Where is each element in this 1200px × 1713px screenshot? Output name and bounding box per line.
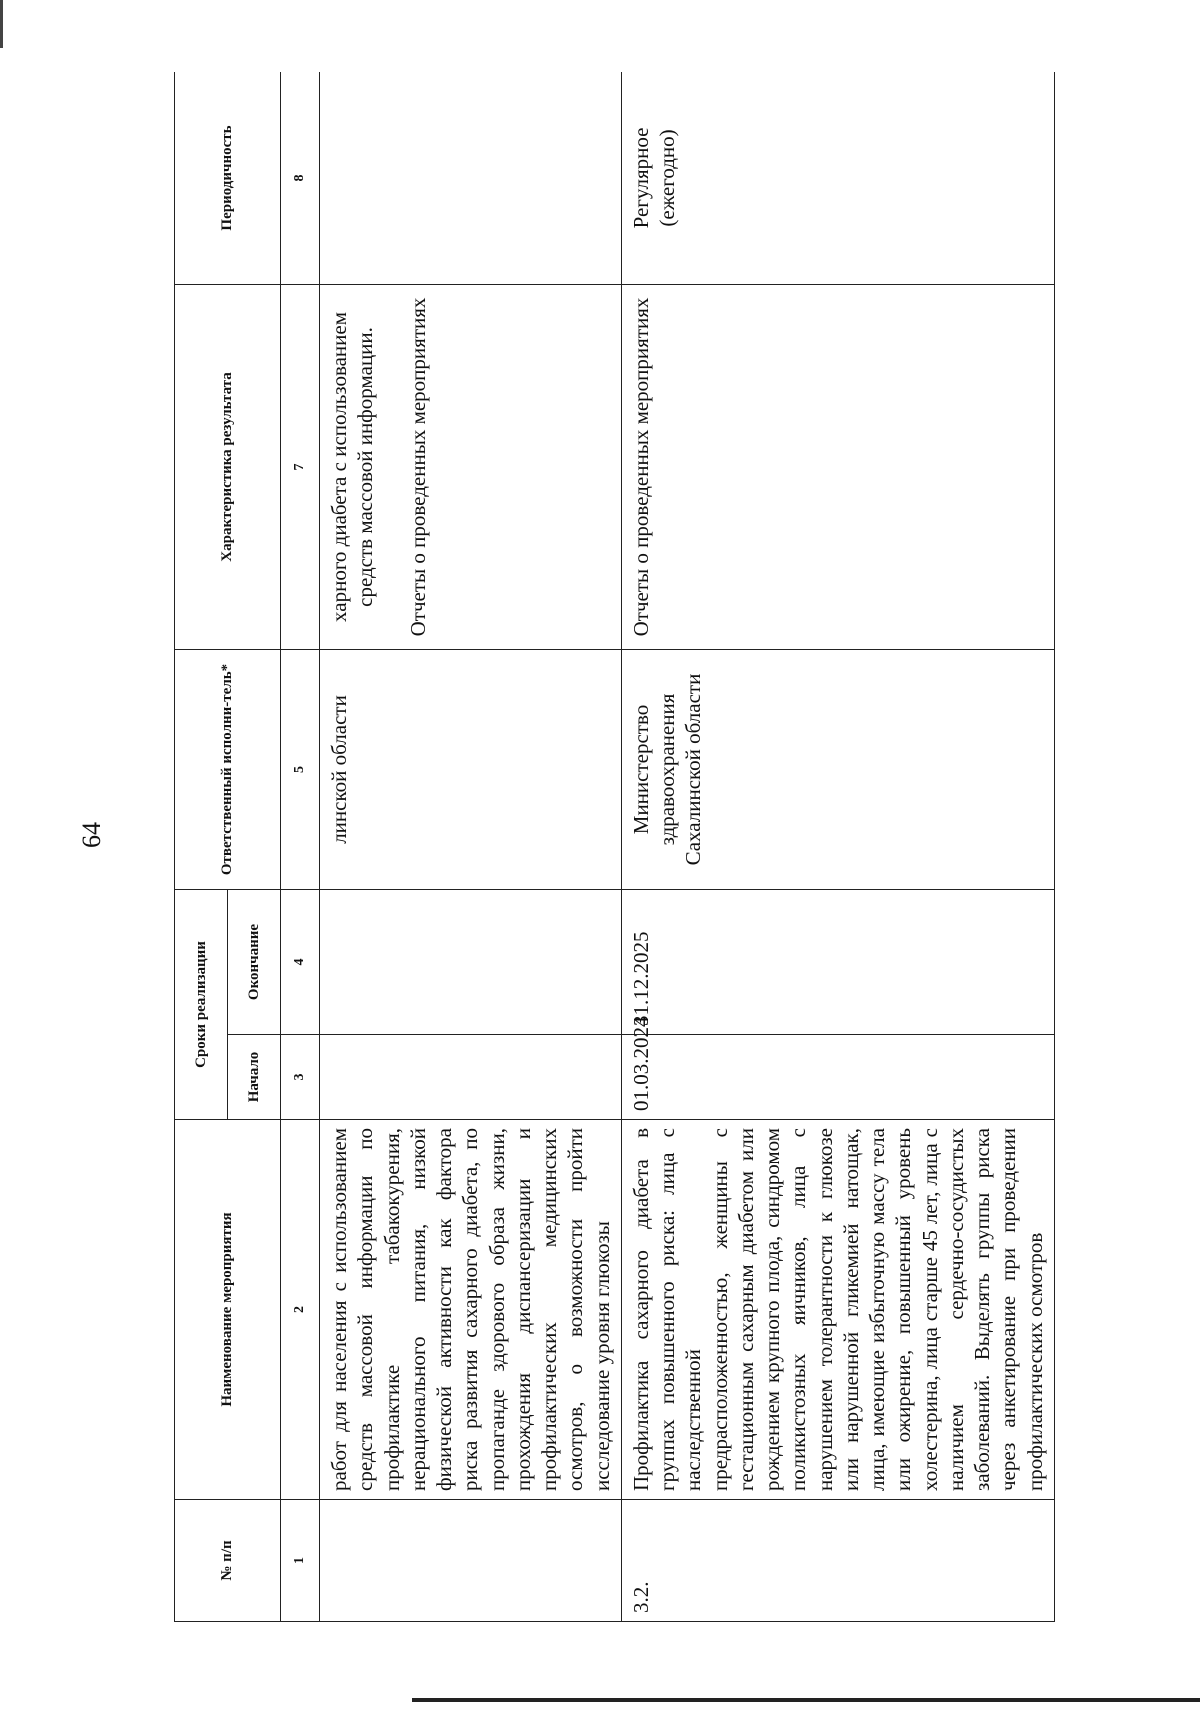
row-result-part-2: Отчеты о проведенных мероприятиях <box>405 297 430 637</box>
column-number: 3 <box>281 1035 320 1120</box>
header-terms: Сроки реализации <box>175 889 228 1119</box>
table-row <box>621 72 1054 1622</box>
row-name: работ для населения с использованием средств массовой информации по профилактике табакокурения, нерационального питания, низкой физической активности как фактора риска развития сахарного диабета, по пропаганде здорового образа жизни, прохождения диспансеризации и профилактических медицинских осмотров, о возможности пройти исследование уровня глюкозы <box>320 1120 622 1500</box>
rotated-table-container <box>174 72 1094 1622</box>
column-number: 1 <box>281 1500 320 1622</box>
header-responsible: Ответственный исполни-тель* <box>175 649 281 889</box>
row-start: 01.03.2024 <box>621 1035 1054 1120</box>
table-row <box>320 72 622 1622</box>
row-num <box>320 1500 622 1622</box>
row-start <box>320 1035 622 1120</box>
row-result <box>621 284 1054 649</box>
header-start: Начало <box>228 1035 281 1120</box>
column-number: 7 <box>281 284 320 649</box>
header-period: Периодичность <box>175 72 281 284</box>
header-row-1 <box>175 72 228 1622</box>
measures-table <box>174 72 1055 1622</box>
column-number: 5 <box>281 649 320 889</box>
row-result <box>320 284 622 649</box>
column-number: 8 <box>281 72 320 284</box>
header-end: Окончание <box>228 889 281 1034</box>
row-result-part-1: харного диабета с использованием средств массовой информации. <box>327 312 378 622</box>
column-number-row <box>281 72 320 1622</box>
scan-edge-line <box>0 0 3 48</box>
page-number: 64 <box>77 822 106 848</box>
column-number: 2 <box>281 1120 320 1500</box>
row-result-part-1: Отчеты о проведенных мероприятиях <box>628 297 653 637</box>
scan-bottom-line <box>412 1698 1200 1702</box>
row-period: Регулярное (ежегодно) <box>621 72 1054 284</box>
row-end: 31.12.2025 <box>621 889 1054 1034</box>
row-num: 3.2. <box>621 1500 1054 1622</box>
row-responsible: линской области <box>320 649 622 889</box>
column-number: 4 <box>281 889 320 1034</box>
row-end <box>320 889 622 1034</box>
header-num: № п/п <box>175 1500 281 1622</box>
header-name: Наименование мероприятия <box>175 1120 281 1500</box>
row-responsible: Министерство здравоохранения Сахалинской области <box>621 649 1054 889</box>
row-period <box>320 72 622 284</box>
header-result: Характеристика результата <box>175 284 281 649</box>
row-name: Профилактика сахарного диабета в группах повышенного риска: лица с наследственной предрасположенностью, женщины с гестационным сахарным диабетом или рождением крупного плода, синдромом поликистозных яичников, лица с нарушением толерантности к глюкозе или нарушенной гликемией натощак, лица, имеющие избыточную массу тела или ожирение, повышенный уровень холестерина, лица старше 45 лет, лица с наличием сердечно-сосудистых заболеваний. Выделять группы риска через анкетирование при проведении профилактических осмотров <box>621 1120 1054 1500</box>
table-sheet <box>174 72 1094 1622</box>
